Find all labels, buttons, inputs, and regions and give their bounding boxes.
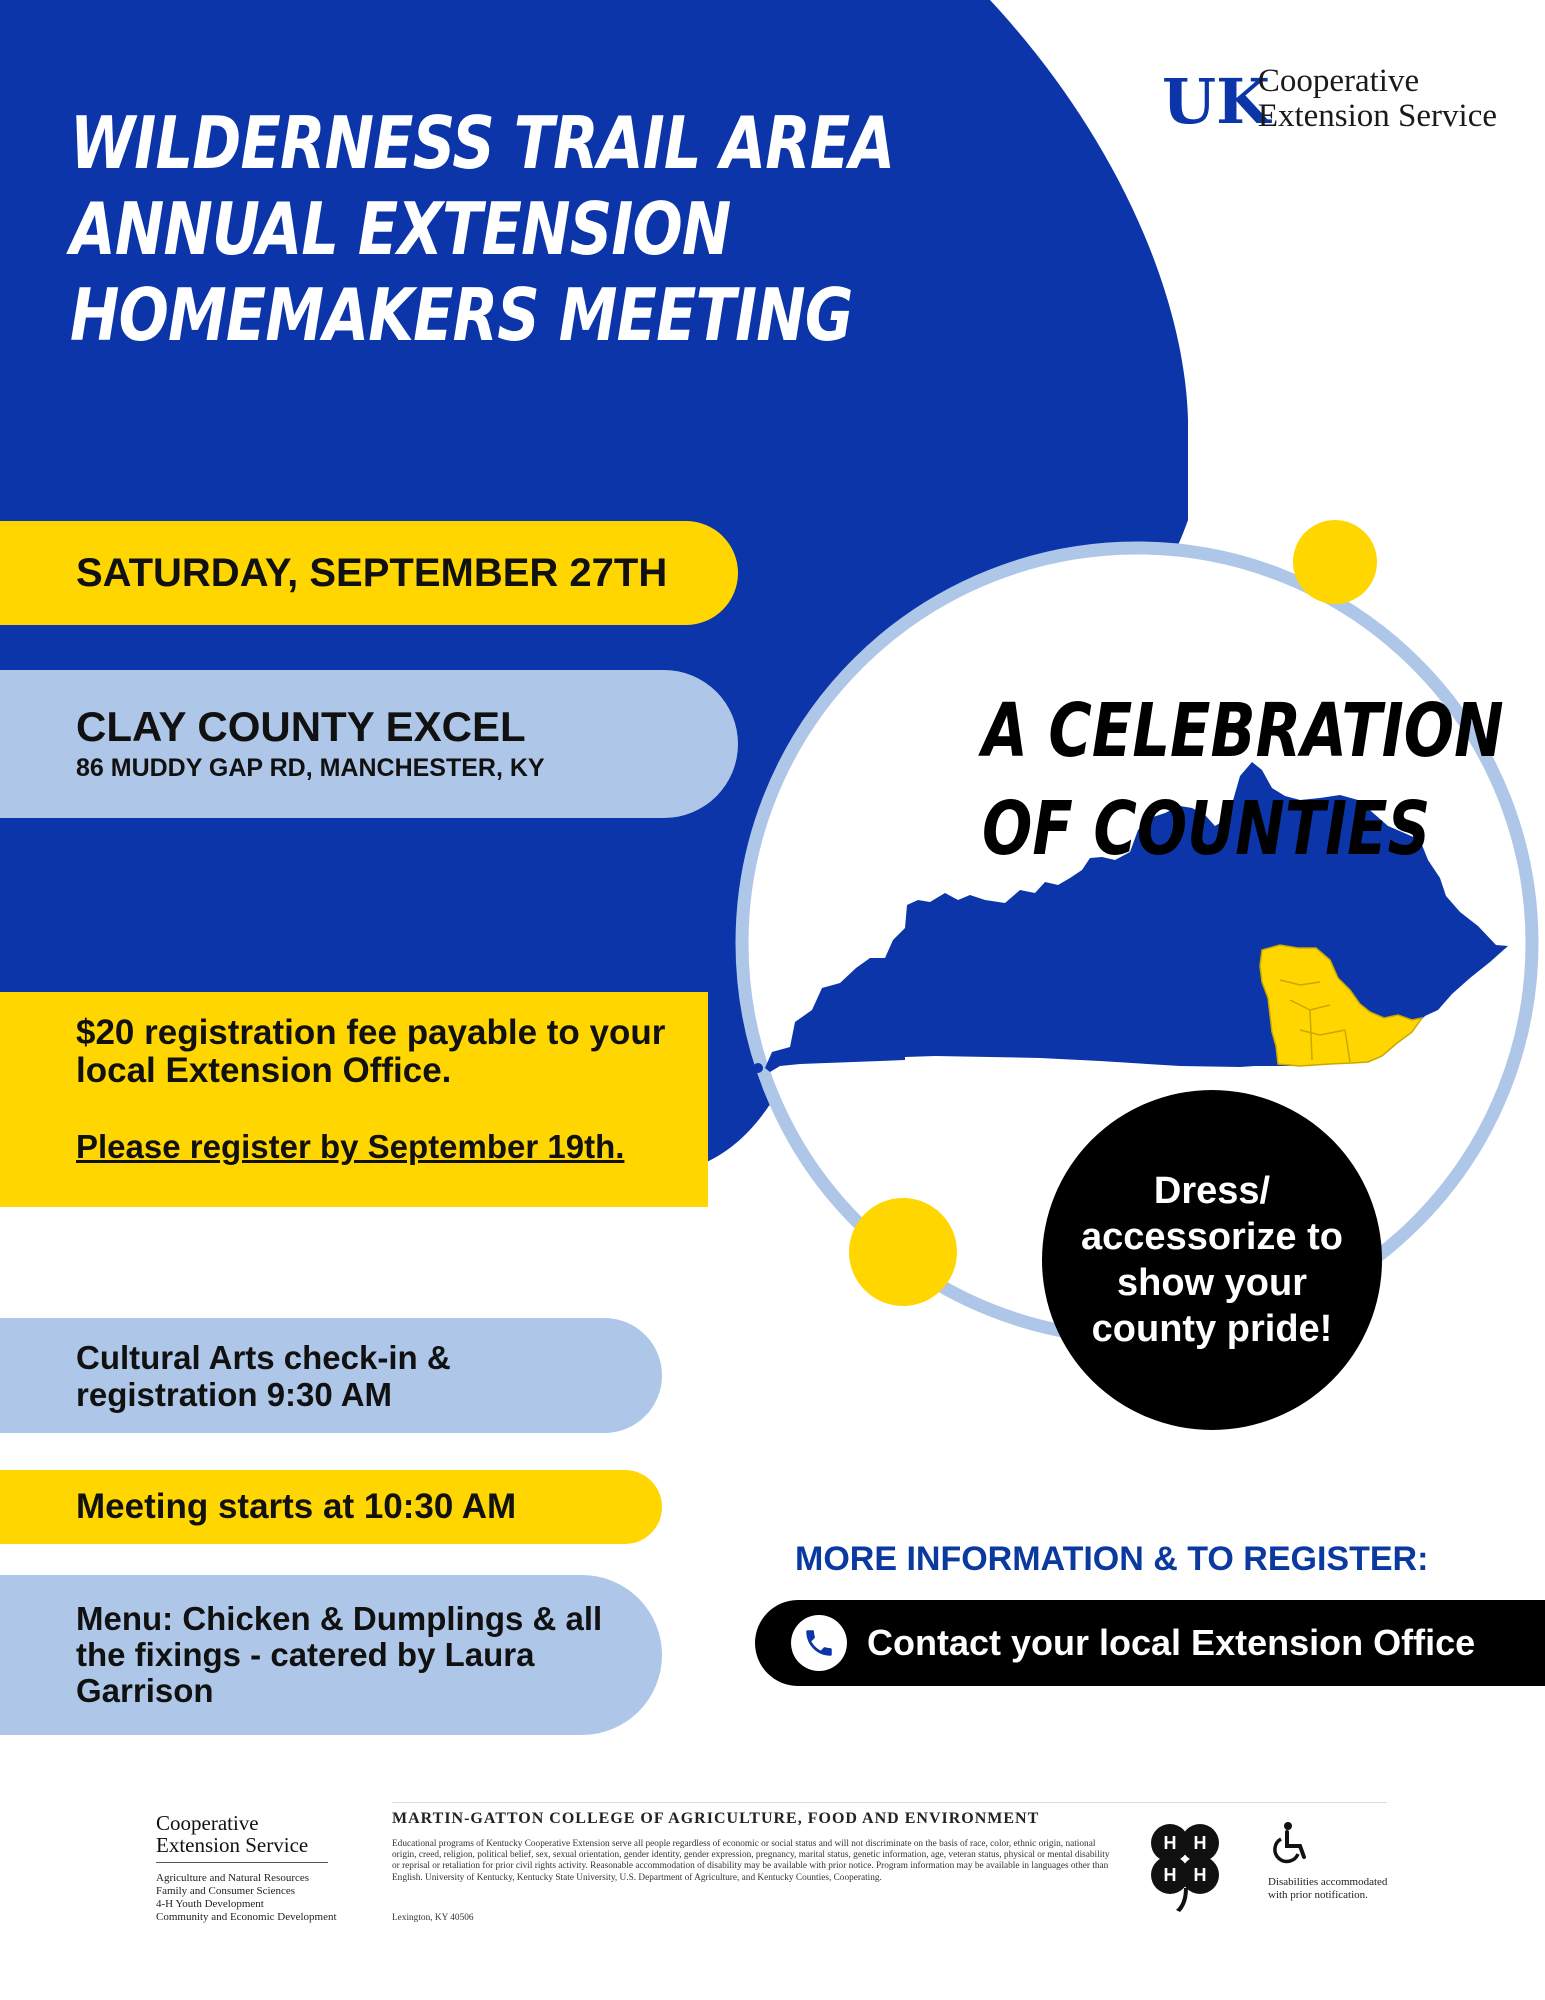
- event-date: SATURDAY, SEPTEMBER 27TH: [76, 550, 668, 595]
- college-name: MARTIN-GATTON COLLEGE OF AGRICULTURE, FOOD AND ENVIRONMENT: [392, 1810, 1040, 1827]
- footer-unit: 4-H Youth Development: [156, 1898, 264, 1910]
- start-time-text: Meeting starts at 10:30 AM: [76, 1487, 517, 1526]
- celebration-line-1: A CELEBRATION: [982, 688, 1504, 774]
- svg-text:H: H: [1193, 1865, 1207, 1885]
- event-title-line-3: HOMEMAKERS MEETING: [70, 273, 853, 357]
- svg-text:H: H: [1163, 1833, 1177, 1853]
- celebration-heading: [930, 682, 1504, 878]
- footer-program-units: [156, 1872, 396, 1924]
- venue-pill: [0, 670, 738, 818]
- svg-text:H: H: [1163, 1865, 1177, 1885]
- footer-unit: Agriculture and Natural Resources: [156, 1872, 310, 1884]
- checkin-text: Cultural Arts check-in & registration 9:30 AM: [76, 1338, 451, 1413]
- extension-logo-line-2: Extension Service: [1257, 98, 1497, 134]
- footer-unit: Community and Economic Development: [156, 1911, 337, 1923]
- yellow-dot-top: [1293, 520, 1377, 604]
- extension-logo-line-1: Cooperative: [1257, 63, 1420, 99]
- county-pride-text: Dress/ accessorize to show your county pride!: [1081, 1170, 1343, 1350]
- uk-logo-icon: [1161, 65, 1270, 138]
- extension-logo: [1161, 63, 1497, 138]
- phone-icon: [791, 1615, 847, 1671]
- footer-unit: Family and Consumer Sciences: [156, 1885, 296, 1897]
- footer-logo-line-2: Extension Service: [156, 1833, 309, 1857]
- extension-logo-text: [1258, 64, 1497, 134]
- checkin-pill: [0, 1318, 662, 1433]
- svg-text:UK: UK: [1161, 65, 1270, 138]
- event-title-line-1: WILDERNESS TRAIL AREA: [70, 101, 895, 185]
- event-title-line-2: ANNUAL EXTENSION: [70, 187, 731, 271]
- date-pill: [0, 521, 738, 625]
- footer-logo-divider: [156, 1862, 328, 1863]
- wheelchair-accessibility-icon: [1268, 1820, 1312, 1864]
- menu-pill: [0, 1575, 662, 1735]
- celebration-line-2: OF COUNTIES: [982, 786, 1431, 872]
- footer-divider: [392, 1802, 1387, 1803]
- contact-banner[interactable]: [755, 1600, 1545, 1686]
- four-h-clover-icon: [1140, 1818, 1230, 1913]
- footer-location: Lexington, KY 40506: [392, 1913, 474, 1923]
- start-time-pill: [0, 1470, 662, 1544]
- svg-text:H: H: [1193, 1833, 1207, 1853]
- contact-text: Contact your local Extension Office: [867, 1622, 1476, 1663]
- more-info-heading: MORE INFORMATION & TO REGISTER:: [795, 1540, 1429, 1578]
- yellow-dot-bottom: [849, 1198, 957, 1306]
- venue-address: 86 MUDDY GAP RD, MANCHESTER, KY: [76, 754, 545, 782]
- registration-fee-box: [0, 992, 708, 1207]
- registration-deadline: Please register by September 19th.: [76, 1128, 625, 1165]
- footer-extension-logo: [156, 1812, 356, 1856]
- registration-fee-text: $20 registration fee payable to your local Extension Office.: [76, 1013, 666, 1090]
- venue-name: CLAY COUNTY EXCEL: [76, 703, 526, 750]
- footer-logo-line-1: Cooperative: [156, 1811, 259, 1835]
- county-pride-badge: [1042, 1090, 1382, 1430]
- phone-glyph: [802, 1626, 836, 1660]
- event-title: [70, 100, 895, 358]
- nondiscrimination-statement: Educational programs of Kentucky Cooperative Extension serve all people regardless of economic or social status and will not discriminate on the basis of race, color, ethnic origin, national origin, creed, religion, political belief, sex, sexual orientation, gender identity, gender expression, pregnancy, marital status, genetic information, age, veteran status, physical or mental disability or reprisal or retaliation for prior civil rights activity. Reasonable accommodation of disability may be available with prior notice. Program information may be available in languages other than English. University of Kentucky, Kentucky State University, U.S. Department of Agriculture, and Kentucky Counties, Cooperating.: [392, 1839, 1110, 1883]
- menu-text: Menu: Chicken & Dumplings & all the fixings - catered by Laura Garrison: [76, 1600, 603, 1709]
- accessibility-note: Disabilities accommodated with prior notification.: [1268, 1876, 1388, 1901]
